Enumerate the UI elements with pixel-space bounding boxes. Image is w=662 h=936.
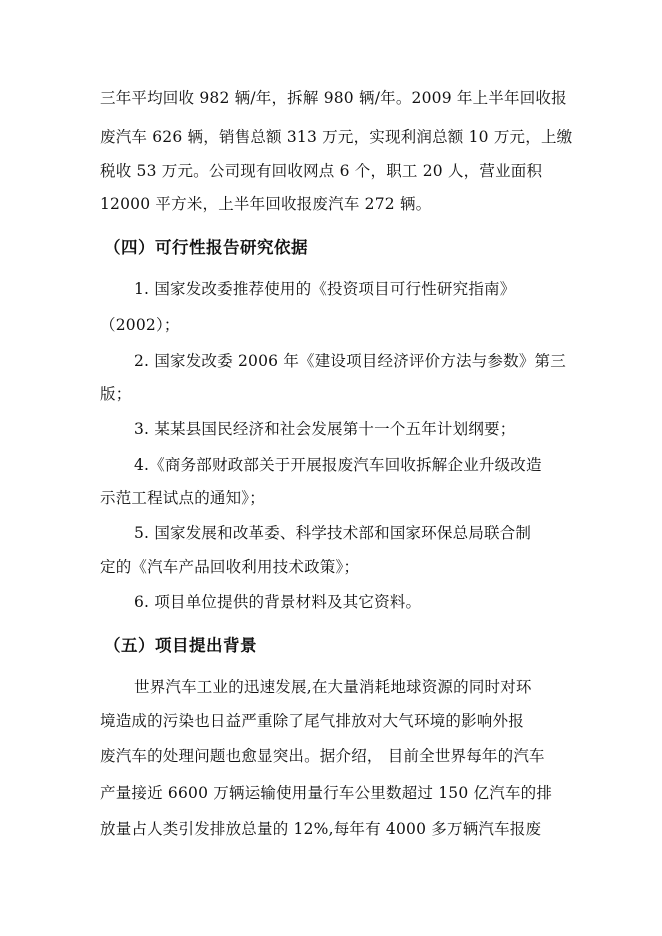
- basis-item-6: 6. 项目单位提供的背景材料及其它资料。: [134, 593, 422, 611]
- basis-item-1-line-2: （2002）；: [100, 316, 180, 334]
- intro-line-2: 废汽车 626 辆，销售总额 313 万元，实现利润总额 10 万元，上缴: [100, 128, 573, 146]
- basis-item-2-line-1: 2. 国家发改委 2006 年《建设项目经济评价方法与参数》第三: [134, 352, 566, 370]
- background-line-2: 境造成的污染也日益严重除了尾气排放对大气环境的影响外报: [100, 712, 524, 730]
- intro-line-4: 12000 平方米，上半年回收报废汽车 272 辆。: [100, 195, 432, 213]
- basis-item-1-line-1: 1. 国家发改委推荐使用的《投资项目可行性研究指南》: [134, 280, 516, 298]
- basis-item-5-line-1: 5. 国家发展和改革委、科学技术部和国家环保总局联合制: [134, 524, 532, 542]
- intro-line-3: 税收 53 万元。公司现有回收网点 6 个，职工 20 人，营业面积: [100, 162, 543, 180]
- basis-item-4-line-2: 示范工程试点的通知》；: [100, 489, 265, 507]
- section-5-heading: （五）项目提出背景: [104, 636, 257, 655]
- basis-item-3: 3. 某某县国民经济和社会发展第十一个五年计划纲要；: [134, 420, 516, 438]
- background-line-1: 世界汽车工业的迅速发展,在大量消耗地球资源的同时对环: [134, 678, 532, 696]
- background-line-5: 放量占人类引发排放总量的 12%,每年有 4000 多万辆汽车报废: [100, 820, 542, 838]
- basis-item-2-line-2: 版；: [100, 385, 132, 403]
- basis-item-4-line-1: 4.《商务部财政部关于开展报废汽车回收拆解企业升级改造: [134, 456, 542, 474]
- background-line-3: 废汽车的处理问题也愈显突出。据介绍， 目前全世界每年的汽车: [100, 747, 545, 765]
- section-4-heading: （四）可行性报告研究依据: [104, 238, 308, 257]
- background-line-4: 产量接近 6600 万辆运输使用量行车公里数超过 150 亿汽车的排: [100, 784, 553, 802]
- intro-line-1: 三年平均回收 982 辆/年，拆解 980 辆/年。2009 年上半年回收报: [100, 89, 567, 107]
- basis-item-5-line-2: 定的《汽车产品回收利用技术政策》；: [100, 558, 360, 576]
